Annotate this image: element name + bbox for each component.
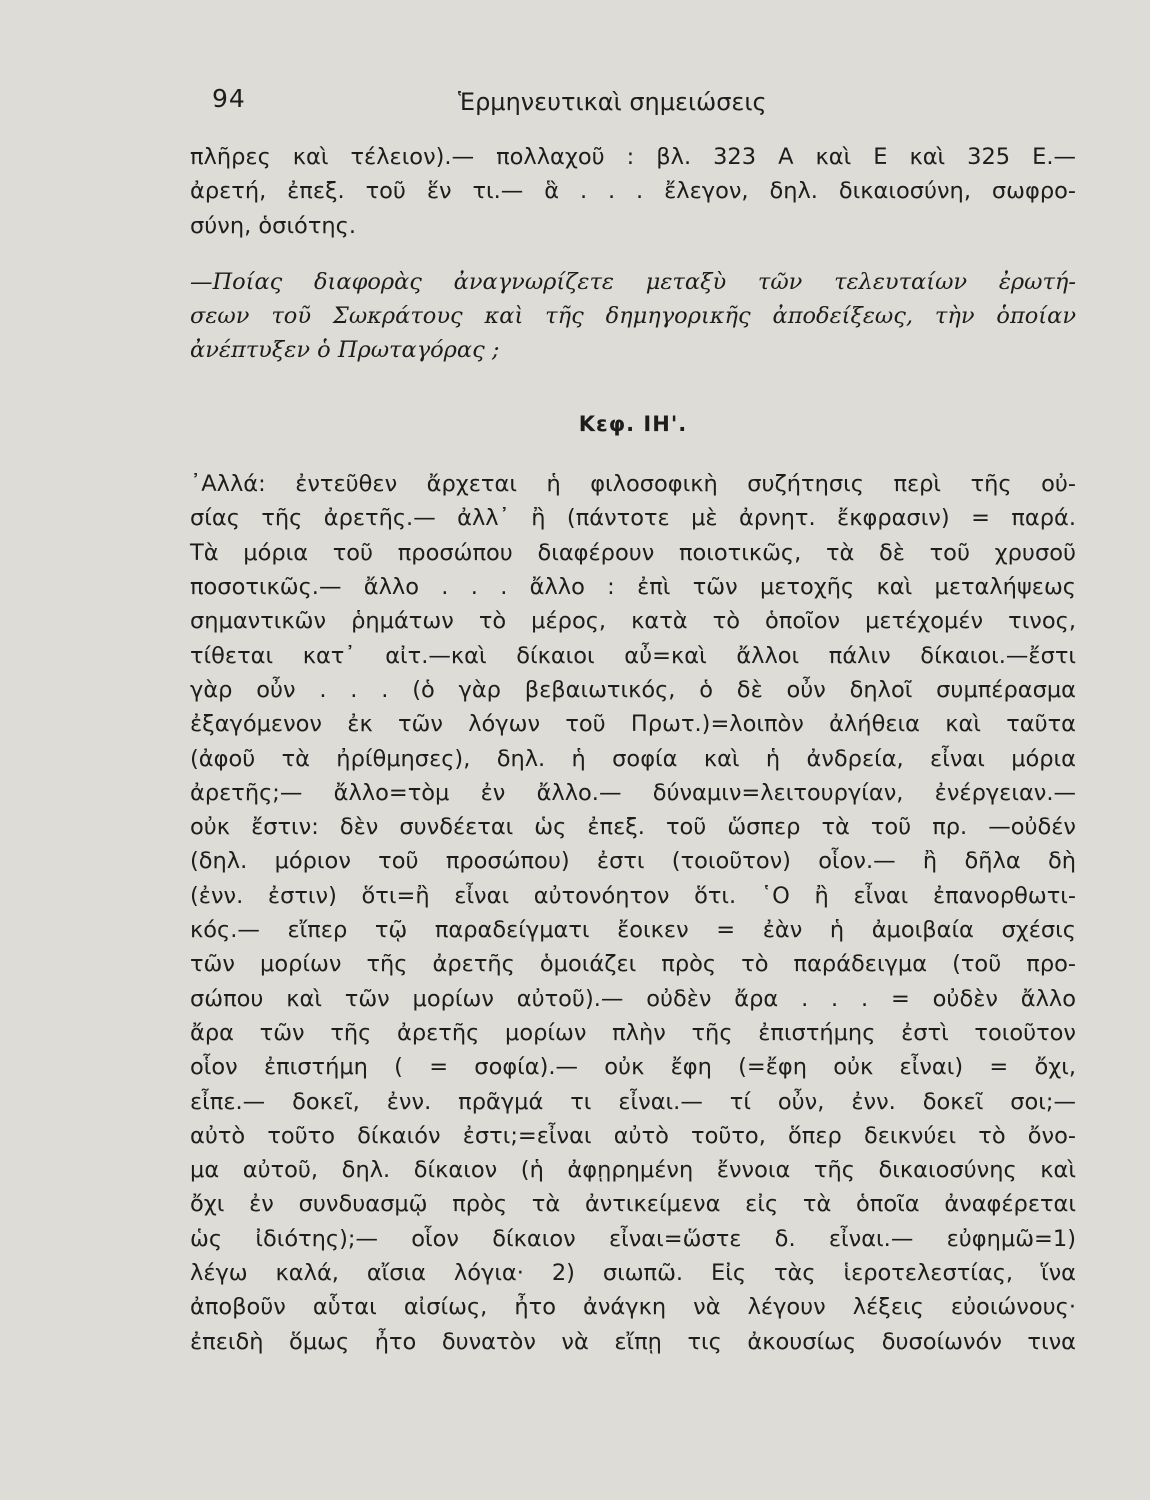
text-line: (ἀφοῦ τὰ ἠρίθμησες), δηλ. ἡ σοφία καὶ ἡ ἀνδρεία, εἶναι μόρια [190,745,1076,772]
body-text [190,140,1076,1359]
study-question [190,265,1076,367]
text-line: πλῆρες καὶ τέλειον).— πολλαχοῦ : βλ. 323 Α καὶ Ε καὶ 325 Ε.— [190,144,1076,170]
text-line: —Ποίας διαφορὰς ἀναγνωρίζετε μεταξὺ τῶν τελευταίων ἐρωτή- [190,268,1076,295]
page-number: 94 [212,84,246,113]
text-line: οἷον ἐπιστήμη ( = σοφία).— οὐκ ἔφη (=ἔφη οὐκ εἶναι) = ὄχι, [190,1054,1076,1081]
chapter-heading: Κεφ. ΙΗ'. [578,411,688,436]
running-title: Ἑρμηνευτικαὶ σημειώσεις [458,88,767,116]
page-header [0,84,1150,124]
text-line: οὐκ ἔστιν: δὲν συνδέεται ὡς ἐπεξ. τοῦ ὥσπερ τὰ τοῦ πρ. —οὐδέν [190,814,1076,841]
text-line: ἀποβοῦν αὗται αἰσίως, ἦτο ἀνάγκη νὰ λέγουν λέξεις εὐοιώνους· [190,1294,1076,1321]
text-line: σεων τοῦ Σωκράτους καὶ τῆς δημηγορικῆς ἀποδείξεως, τὴν ὁποίαν [190,302,1076,329]
text-line: τῶν μορίων τῆς ἀρετῆς ὁμοιάζει πρὸς τὸ παράδειγμα (τοῦ προ- [190,951,1076,978]
text-line: λέγω καλά, αἴσια λόγια· 2) σιωπῶ. Εἰς τὰς ἱεροτελεστίας, ἵνα [190,1260,1076,1287]
text-line: σίας τῆς ἀρετῆς.— ἀλλ᾿ ἢ (πάντοτε μὲ ἀρνητ. ἔκφρασιν) = παρά. [190,505,1076,532]
text-line: ἀρετή, ἐπεξ. τοῦ ἕν τι.— ἃ . . . ἔλεγον, δηλ. δικαιοσύνη, σωφρο- [190,178,1076,205]
text-line: κός.— εἴπερ τῷ παραδείγματι ἔοικεν = ἐὰν ἡ ἀμοιβαία σχέσις [190,917,1076,944]
text-line: αὐτὸ τοῦτο δίκαιόν ἐστι;=εἶναι αὐτὸ τοῦτο, ὅπερ δεικνύει τὸ ὄνο- [190,1122,1076,1149]
text-line: σώπου καὶ τῶν μορίων αὐτοῦ).— οὐδὲν ἄρα . . . = οὐδὲν ἄλλο [190,985,1076,1012]
text-line: τίθεται κατ᾿ αἰτ.—καὶ δίκαιοι αὖ=καὶ ἄλλοι πάλιν δίκαιοι.—ἔστι [190,642,1076,669]
text-line: ἄρα τῶν τῆς ἀρετῆς μορίων πλὴν τῆς ἐπιστήμης ἐστὶ τοιοῦτον [190,1019,1076,1046]
text-line: ἐξαγόμενον ἐκ τῶν λόγων τοῦ Πρωτ.)=λοιπὸν ἀλήθεια καὶ ταῦτα [190,711,1076,738]
text-line: ἀνέπτυξεν ὁ Πρωταγόρας ; [190,336,500,363]
text-line: ᾿Αλλά: ἐντεῦθεν ἄρχεται ἡ φιλοσοφικὴ συζήτησις περὶ τῆς οὐ- [190,471,1076,498]
text-line: ποσοτικῶς.— ἄλλο . . . ἄλλο : ἐπὶ τῶν μετοχῆς καὶ μεταλήψεως [190,574,1076,601]
paragraph-1 [190,140,1076,243]
text-line: σημαντικῶν ῥημάτων τὸ μέρος, κατὰ τὸ ὁποῖον μετέχομέν τινος, [190,608,1076,635]
text-line: ὡς ἰδιότης);— οἷον δίκαιον εἶναι=ὥστε δ. εἶναι.— εὐφημῶ=1) [190,1225,1076,1252]
text-line: (δηλ. μόριον τοῦ προσώπου) ἐστι (τοιοῦτον) οἷον.— ἢ δῆλα δὴ [190,848,1076,875]
text-line: ὄχι ἐν συνδυασμῷ πρὸς τὰ ἀντικείμενα εἰς τὰ ὁποῖα ἀναφέρεται [190,1191,1076,1218]
text-line: γὰρ οὖν . . . (ὁ γὰρ βεβαιωτικός, ὁ δὲ οὖν δηλοῖ συμπέρασμα [190,676,1076,703]
text-line: (ἐνν. ἐστιν) ὅτι=ἢ εἶναι αὐτονόητον ὅτι. ῾Ο ἢ εἶναι ἐπανορθωτι- [190,882,1076,909]
text-line: ἀρετῆς;— ἄλλο=τὸμ ἐν ἄλλο.— δύναμιν=λειτουργίαν, ἐνέργειαν.— [190,779,1076,806]
text-line: ἐπειδὴ ὅμως ἦτο δυνατὸν νὰ εἴπῃ τις ἀκουσίως δυσοίωνόν τινα [190,1328,1076,1355]
paragraph-2 [190,467,1076,1359]
text-line: μα αὐτοῦ, δηλ. δίκαιον (ἡ ἀφῃρημένη ἔννοια τῆς δικαιοσύνης καὶ [190,1157,1076,1184]
text-line: σύνη, ὁσιότης. [190,212,356,239]
text-line: Τὰ μόρια τοῦ προσώπου διαφέρουν ποιοτικῶς, τὰ δὲ τοῦ χρυσοῦ [190,539,1076,566]
text-line: εἶπε.— δοκεῖ, ἐνν. πρᾶγμά τι εἶναι.— τί οὖν, ἐνν. δοκεῖ σοι;— [190,1088,1076,1115]
